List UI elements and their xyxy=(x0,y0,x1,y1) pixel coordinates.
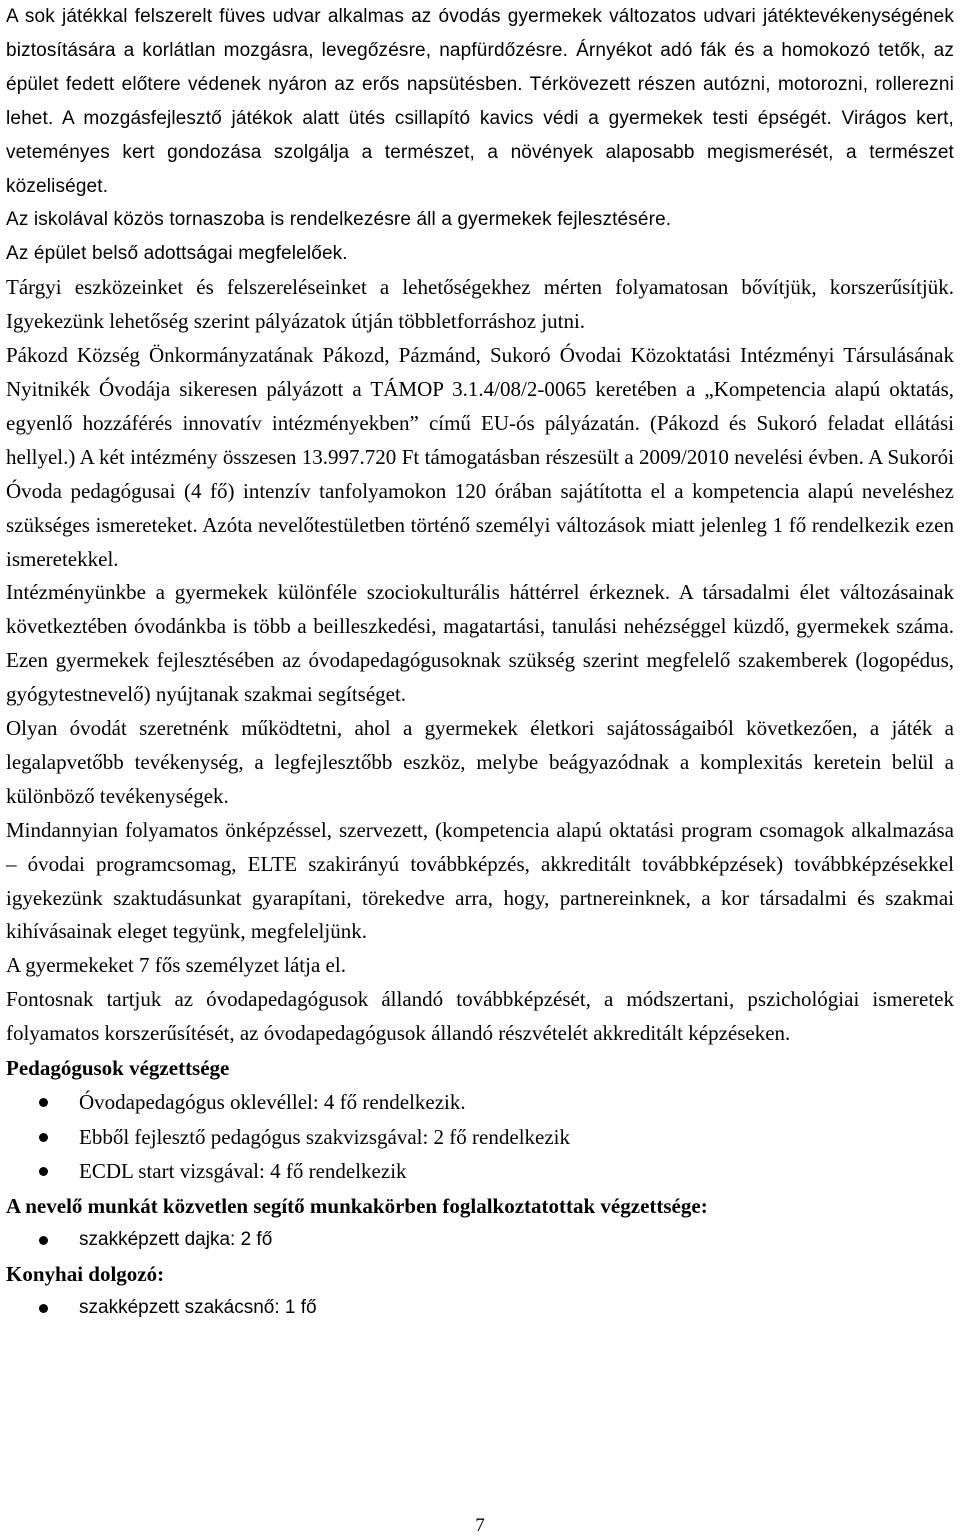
teacher-qualifications-list xyxy=(6,1085,954,1189)
list-item-text: Óvodapedagógus oklevéllel: 4 fő rendelkezik. xyxy=(79,1090,466,1115)
paragraph-gym: Az iskolával közös tornaszoba is rendelkezésre áll a gyermekek fejlesztésére. xyxy=(6,209,672,231)
document-page xyxy=(6,0,954,1326)
list-item xyxy=(6,1291,954,1326)
bullet-icon xyxy=(39,1098,48,1107)
list-item-text: Ebből fejlesztő pedagógus szakvizsgával: 2 fő rendelkezik xyxy=(79,1124,570,1149)
paragraph-building: Az épület belső adottságai megfelelőek. xyxy=(6,243,348,265)
paragraph-training: Mindannyian folyamatos önképzéssel, szervezett, (kompetencia alapú oktatási program csomagok alkalmazása – óvodai programcsomag, ELTE szakirányú továbbképzés, akkreditált továbbképzések) továbbképzésekkel igyekezünk szaktudásunkat gyarapítani, törekedve arra, hogy, partnereinknek, a kor társadalmi és szakmai kihívásainak eleget tegyünk, megfeleljünk. xyxy=(6,817,954,944)
heading-kitchen-staff: Konyhai dolgozó: xyxy=(6,1262,165,1287)
paragraph-tender: Pákozd Község Önkormányzatának Pákozd, Pázmánd, Sukoró Óvodai Közoktatási Intézményi Társulásának Nyitnikék Óvodája sikeresen pályázott a TÁMOP 3.1.4/08/2-0065 keretében a „Kompetencia alapú oktatás, egyenlő hozzáférés innovatív intézményekben” című EU-ós pályázatán. (Pákozd és Sukoró feladat ellátási hellyel.) A két intézmény összesen 13.997.720 Ft támogatásban részesült a 2009/2010 nevelési évben. A Sukorói Óvoda pedagógusai (4 fő) intenzív tanfolyamokon 120 órában sajátította el a kompetencia alapú neveléshez szükséges ismereteket. Azóta nevelőtestületben történő személyi változások miatt jelenleg 1 fő rendelkezik ezen ismeretekkel. xyxy=(6,343,954,571)
list-item xyxy=(6,1223,954,1258)
heading-support-staff: A nevelő munkát közvetlen segítő munkakörben foglalkoztatottak végzettsége: xyxy=(6,1193,708,1218)
list-item-text: szakképzett szakácsnő: 1 fő xyxy=(79,1297,317,1319)
list-item xyxy=(6,1120,954,1155)
paragraph-equipment: Tárgyi eszközeinket és felszereléseinket a lehetőségekhez mérten folyamatosan bővítjük, korszerűsítjük. Igyekezünk lehetőség szerint pályázatok útján többletforráshoz jutni. xyxy=(6,275,954,334)
paragraph-yard: A sok játékkal felszerelt füves udvar alkalmas az óvodás gyermekek változatos udvari játéktevékenységének biztosítására a korlátlan mozgásra, levegőzésre, napfürdőzésre. Árnyékot adó fák és a homokozó tetők, az épület fedett előtere védenek nyáron az erős napsütésben. Térkövezett részen autózni, motorozni, rollerezni lehet. A mozgásfejlesztő játékok alatt ütés csillapító kavics védi a gyermekek testi épségét. Virágos kert, veteményes kert gondozása szolgálja a természet, a növények alaposabb megismerését, a természet közeliséget. xyxy=(6,6,954,197)
bullet-icon xyxy=(39,1133,48,1142)
heading-teacher-qualifications: Pedagógusok végzettsége xyxy=(6,1056,230,1081)
paragraph-further-education: Fontosnak tartjuk az óvodapedagógusok állandó továbbképzését, a módszertani, pszichológiai ismeretek folyamatos korszerűsítését, az óvodapedagógusok állandó részvételét akkreditált képzéseken. xyxy=(6,987,954,1046)
paragraph-vision: Olyan óvodát szeretnénk működtetni, ahol a gyermekek életkori sajátosságaiból következően, a játék a legalapvetőbb tevékenység, a legfejlesztőbb eszköz, melybe beágyazódnak a komplexitás keretein belül a különböző tevékenységek. xyxy=(6,716,954,808)
page-number: 7 xyxy=(475,1515,485,1536)
bullet-icon xyxy=(39,1167,48,1176)
kitchen-staff-list xyxy=(6,1291,954,1326)
list-item-text: ECDL start vizsgával: 4 fő rendelkezik xyxy=(79,1159,407,1184)
paragraph-staff: A gyermekeket 7 fős személyzet látja el. xyxy=(6,953,346,978)
list-item xyxy=(6,1085,954,1120)
list-item xyxy=(6,1154,954,1189)
support-staff-list xyxy=(6,1223,954,1258)
bullet-icon xyxy=(39,1304,48,1313)
paragraph-children: Intézményünkbe a gyermekek különféle szociokulturális háttérrel érkeznek. A társadalmi élet változásainak következtében óvodánkba is több a beilleszkedési, magatartási, tanulási nehézséggel küzdő, gyermekek száma. Ezen gyermekek fejlesztésében az óvodapedagógusoknak szükség szerint megfelelő szakemberek (logopédus, gyógytestnevelő) nyújtanak szakmai segítséget. xyxy=(6,580,954,707)
bullet-icon xyxy=(39,1236,48,1245)
list-item-text: szakképzett dajka: 2 fő xyxy=(79,1228,273,1250)
